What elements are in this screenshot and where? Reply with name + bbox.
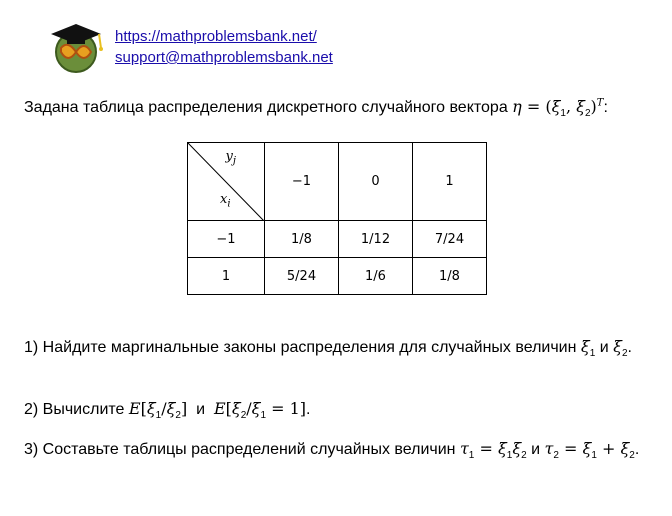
table-corner-cell: $y_j$ $x_i$ [188,143,265,221]
table-row [188,221,487,258]
row-header: 1 [188,258,265,295]
task-2: 2) Вычислите $E[\xi_1/\xi_2]$ и $E[\xi_2/\xi_1 = 1]$. [24,399,311,422]
support-email-link[interactable]: support@mathproblemsbank.net [115,49,333,66]
distribution-table [187,142,487,295]
contact-links [115,26,333,68]
table-cell: 1/6 [339,258,413,295]
table-cell: 5/24 [265,258,339,295]
intro-text: Задана таблица распределения дискретного случайного вектора [24,99,508,116]
site-logo [47,18,105,76]
task-3: 3) Составьте таблицы распределений случайных величин $\tau_1 = \xi_1\xi_2$ и $\tau_2 = \xi_1 + \xi_2$. [24,439,640,462]
problem-statement: Задана таблица распределения дискретного случайного вектора $\eta = (\xi_1$, $\xi_2)^T$: [24,97,608,120]
vector-formula: η [512,97,522,116]
column-header: 1 [413,143,487,221]
column-header: −1 [265,143,339,221]
site-url-link[interactable]: https://mathproblemsbank.net/ [115,28,317,45]
table-cell: 1/8 [265,221,339,258]
table-cell: 1/8 [413,258,487,295]
row-header: −1 [188,221,265,258]
task-1: 1) Найдите маргинальные законы распределения для случайных величин $\xi_1$ и $\xi_2$. [24,337,632,360]
table-cell: 1/12 [339,221,413,258]
table-cell: 7/24 [413,221,487,258]
table-row [188,258,487,295]
column-header: 0 [339,143,413,221]
